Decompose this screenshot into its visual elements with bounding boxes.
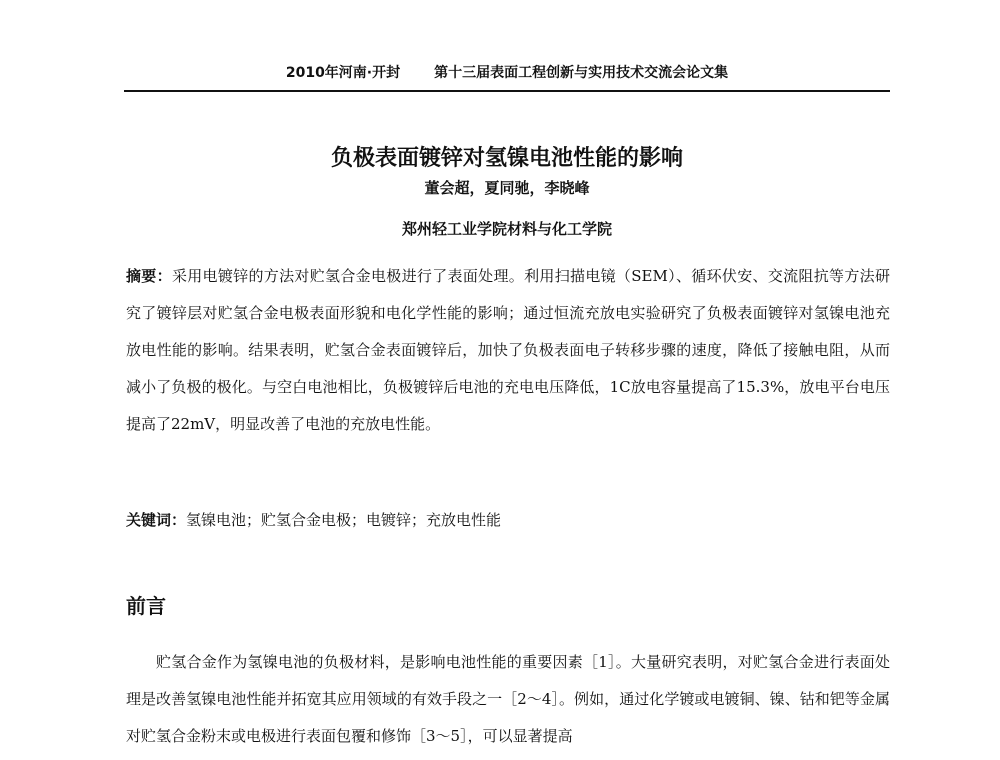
abstract-label: 摘要： [126, 267, 172, 285]
keywords-text: 氢镍电池；贮氢合金电极；电镀锌；充放电性能 [186, 511, 502, 529]
section-heading-intro: 前言 [126, 594, 166, 618]
paper-title: 负极表面镀锌对氢镍电池性能的影响 [330, 145, 683, 171]
author-affiliation: 郑州轻工业学院材料与化工学院 [401, 220, 612, 238]
author-list: 董会超，夏同驰，李晓峰 [424, 179, 590, 197]
keywords-label: 关键词： [126, 511, 187, 529]
intro-paragraph: 贮氢合金作为氢镍电池的负极材料，是影响电池性能的重要因素［1］。大量研究表明，对贮氢合金进行表面处理是改善氢镍电池性能并拓宽其应用领域的有效手段之一［2～4］。例如，通过化学镀或电镀铜、镍、钴和钯等金属对贮氢合金粉末或电极进行表面包覆和修饰［3～5］，可以显著提高 [126, 653, 890, 745]
conference-location: 2010年河南·开封 [285, 65, 401, 81]
proceedings-title: 第十三届表面工程创新与实用技术交流会论文集 [434, 65, 729, 81]
running-header [124, 64, 890, 92]
keywords [126, 506, 890, 534]
abstract [126, 258, 890, 443]
abstract-text: 采用电镀锌的方法对贮氢合金电极进行了表面处理。利用扫描电镜（SEM）、循环伏安、交流阻抗等方法研究了镀锌层对贮氢合金电极表面形貌和电化学性能的影响；通过恒流充放电实验研究了负极表面镀锌对氢镍电池充放电性能的影响。结果表明，贮氢合金表面镀锌后，加快了负极表面电子转移步骤的速度，降低了接触电阻，从而减小了负极的极化。与空白电池相比，负极镀锌后电池的充电电压降低，1C放电容量提高了15.3%，放电平台电压提高了22mV，明显改善了电池的充放电性能。 [126, 267, 890, 433]
